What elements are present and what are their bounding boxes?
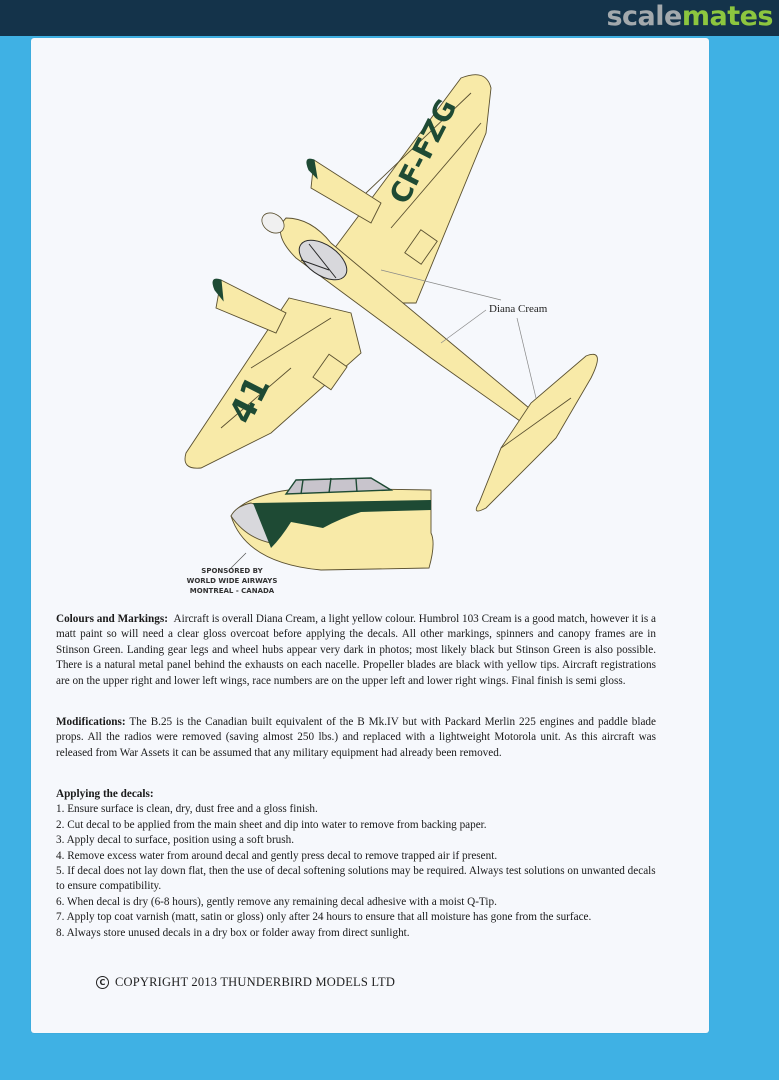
step-item: 5. If decal does not lay down flat, then the use of decal softening solutions may be required. Always test solutions on unwanted decals to ensure compatibility.	[56, 865, 656, 893]
modifications-section	[56, 715, 656, 761]
section-body: The B.25 is the Canadian built equivalent of the B Mk.IV but with Packard Merlin 225 engines and paddle blade props. All the radios were removed (saving almost 250 lbs.) and replaced with a lightweight Motorola unit. As this aircraft was released from War Assets it can be assumed that any military equipment had already been removed.	[56, 716, 656, 759]
scalemates-logo[interactable]	[606, 0, 773, 36]
section-body: Aircraft is overall Diana Cream, a light yellow colour. Humbrol 103 Cream is a good match, however it is a matt paint so will need a clear gloss overcoat before applying the decals. All other markings, spinners and canopy frames are in Stinson Green. Landing gear legs and wheel hubs appear very dark in photos; most likely black but Stinson Green is also possible. There is a natural metal panel behind the exhausts on each nacelle. Propeller blades are black with yellow tips. Aircraft registrations are on the upper right and lower left wings, race numbers are on the upper left and lower right wings. Final finish is semi gloss.	[56, 613, 656, 687]
section-heading: Colours and Markings:	[56, 613, 168, 625]
applying-decals-section	[56, 787, 656, 941]
brand-part-1: scale	[606, 1, 682, 32]
step-item: 4. Remove excess water from around decal and gently press decal to remove trapped air if present.	[56, 849, 498, 862]
copyright-text: COPYRIGHT 2013 THUNDERBIRD MODELS LTD	[115, 975, 396, 989]
step-item: 2. Cut decal to be applied from the main sheet and dip into water to remove from backing paper.	[56, 818, 487, 831]
brand-part-2: mates	[681, 1, 773, 32]
sponsor-caption	[167, 566, 297, 596]
copyright-notice	[96, 975, 395, 990]
copyright-icon: C	[96, 976, 109, 989]
colour-callout-label: Diana Cream	[489, 303, 548, 315]
section-heading: Modifications:	[56, 716, 126, 728]
registration-marking: CF-FZG	[382, 93, 464, 210]
colours-and-markings-section	[56, 612, 656, 689]
aircraft-plan-view	[185, 75, 597, 511]
nose-side-profile	[231, 478, 433, 570]
step-item: 1. Ensure surface is clean, dry, dust free and a gloss finish.	[56, 803, 318, 816]
sponsor-line: MONTREAL - CANADA	[189, 587, 275, 595]
section-heading: Applying the decals:	[56, 788, 154, 800]
site-header	[0, 0, 779, 36]
instruction-sheet	[31, 38, 709, 1033]
step-item: 6. When decal is dry (6-8 hours), gently remove any remaining decal adhesive with a moist Q-Tip.	[56, 895, 497, 908]
step-item: 8. Always store unused decals in a dry box or folder away from direct sunlight.	[56, 926, 410, 939]
aircraft-illustration	[31, 38, 709, 608]
sponsor-line: SPONSORED BY	[201, 567, 263, 575]
right-nacelle	[311, 160, 381, 223]
race-number-marking: 41	[221, 369, 279, 431]
left-nacelle	[216, 280, 286, 333]
step-item: 3. Apply decal to surface, position using a soft brush.	[56, 834, 295, 847]
sponsor-line: WORLD WIDE AIRWAYS	[186, 577, 278, 585]
tailplane	[476, 354, 597, 511]
step-item: 7. Apply top coat varnish (matt, satin or gloss) only after 24 hours to ensure that all moisture has gone from the surface.	[56, 911, 592, 924]
